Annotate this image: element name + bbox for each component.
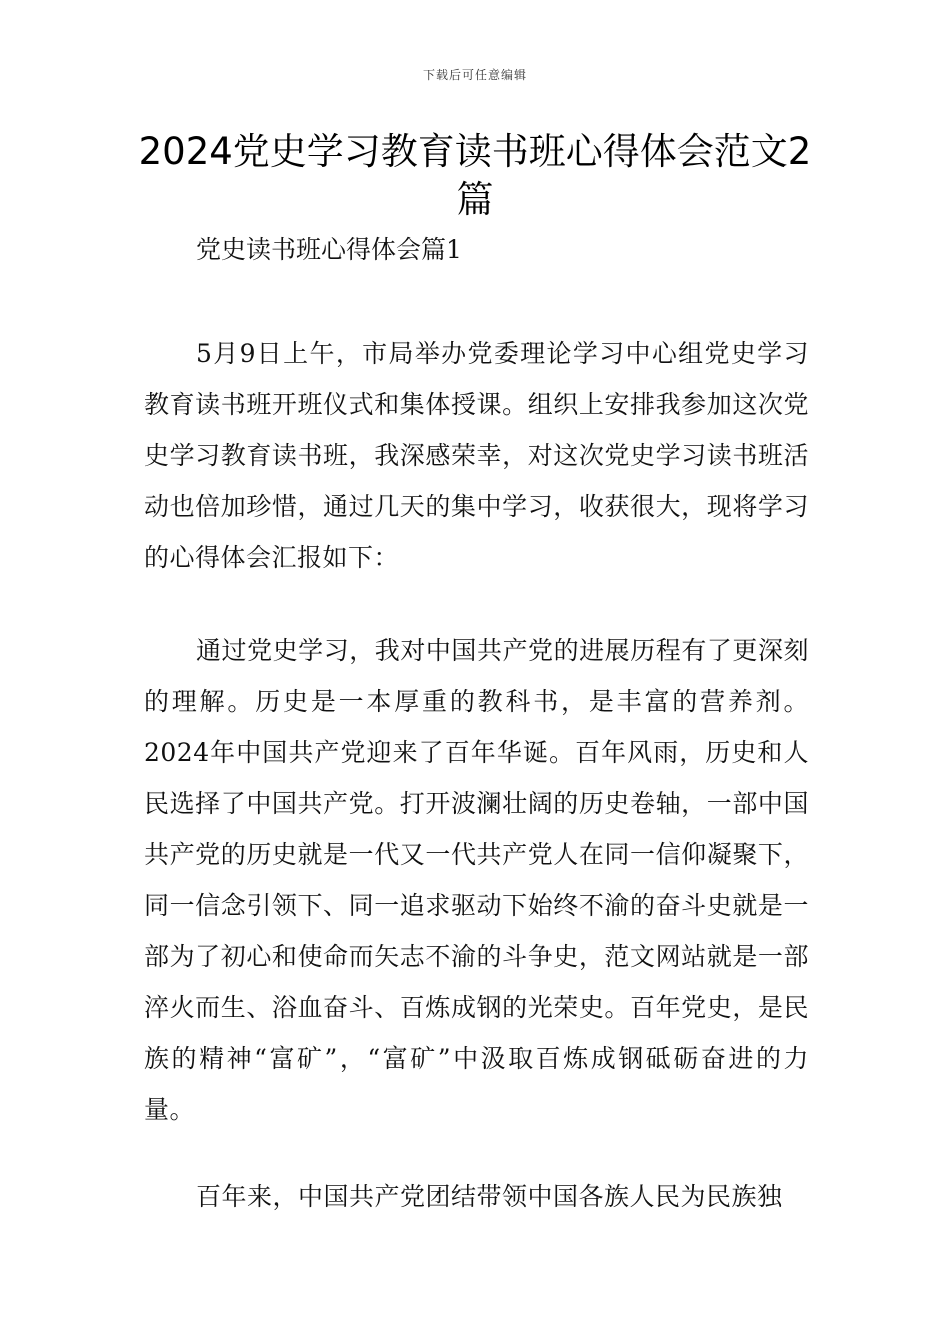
body-paragraph: 5月9日上午，市局举办党委理论学习中心组党史学习教育读书班开班仪式和集体授课。组织上安排我参加这次党史学习教育读书班，我深感荣幸，对这次党史学习读书班活动也倍加珍惜，通过几天的集中学习，收获很大，现将学习的心得体会汇报如下： [144,339,809,572]
document-title: 2024党史学习教育读书班心得体会范文2篇 [138,130,812,221]
section-heading: 党史读书班心得体会篇1 [196,235,462,264]
body-paragraph: 百年来，中国共产党团结带领中国各族人民为民族独 [196,1182,783,1211]
body-paragraph: 通过党史学习，我对中国共产党的进展历程有了更深刻的理解。历史是一本厚重的教科书，是丰富的营养剂。2024年中国共产党迎来了百年华诞。百年风雨，历史和人民选择了中国共产党。打开波澜壮阔的历史卷轴，一部中国共产党的历史就是一代又一代共产党人在同一信仰凝聚下，同一信念引领下、同一追求驱动下始终不渝的奋斗史就是一部为了初心和使命而矢志不渝的斗争史，范文网站就是一部淬火而生、浴血奋斗、百炼成钢的光荣史。百年党史，是民族的精神“富矿”，“富矿”中汲取百炼成钢砥砺奋进的力量。 [144,636,809,1124]
header-note: 下载后可任意编辑 [422,68,527,82]
